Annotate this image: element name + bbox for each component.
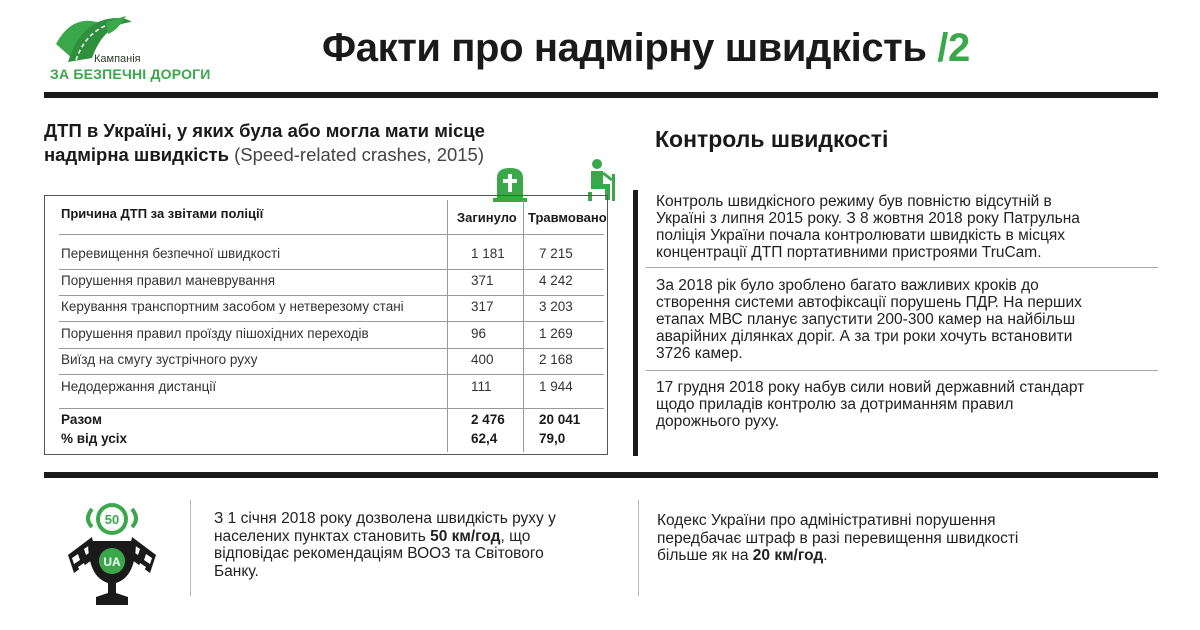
paragraph-line: поліція України почала контролювати швидкість в місцях	[656, 227, 1065, 244]
row-cause: Недодержання дистанції	[61, 379, 217, 394]
heading-line-1: ДТП в Україні, у яких була або могла мати місце	[44, 120, 485, 141]
total-killed: 2 476	[471, 412, 505, 427]
section-accent-bar	[633, 190, 638, 456]
row-injured: 4 242	[539, 273, 573, 288]
paragraph-divider	[646, 267, 1158, 268]
speed-control-heading: Контроль швидкості	[655, 126, 889, 152]
fine-code-text	[657, 512, 1018, 565]
row-killed: 317	[471, 299, 494, 314]
text-line: Кодекс України про адміністративні порушення	[657, 512, 996, 529]
row-killed: 96	[471, 326, 487, 341]
row-injured: 2 168	[539, 352, 573, 367]
percent-injured: 79,0	[539, 431, 566, 446]
text-line	[214, 528, 556, 546]
paragraph-standard	[656, 379, 1146, 430]
row-cause: Порушення правил маневрування	[61, 273, 276, 288]
table-heading	[44, 119, 564, 167]
column-divider	[447, 200, 448, 452]
row-injured: 1 944	[539, 379, 573, 394]
text-line: передбачає штраф в разі перевищення швидкості	[657, 529, 1019, 547]
title-text: Факти про надмірну швидкість	[322, 26, 927, 70]
paragraph-line: 17 грудня 2018 року набув сили новий державний стандарт	[656, 379, 1085, 396]
text-line	[657, 547, 1018, 565]
text-line: відповідає рекомендаціям ВООЗ та Світового	[214, 545, 544, 562]
badge-number: 50	[104, 512, 120, 527]
heading-source: (Speed-related crashes, 2015)	[234, 144, 485, 165]
row-cause: Перевищення безпечної швидкості	[61, 246, 281, 261]
text-span: , що	[500, 527, 531, 545]
speed-value: 20 км/год	[752, 547, 824, 564]
logo-subtitle: Кампанія	[94, 53, 141, 65]
total-injured: 20 041	[539, 412, 581, 427]
percent-label: % від усіх	[61, 431, 128, 446]
row-killed: 111	[471, 379, 492, 394]
bottom-divider-middle	[638, 500, 639, 596]
speed-limit-text	[214, 510, 556, 580]
row-killed: 400	[471, 352, 494, 367]
trophy-icon	[62, 497, 162, 615]
logo-name: ЗА БЕЗПЕЧНІ ДОРОГИ	[50, 66, 211, 82]
paragraph-line: 3726 камер.	[656, 345, 743, 362]
bottom-divider	[44, 472, 1158, 478]
paragraph-line: дорожнього руху.	[656, 413, 780, 430]
paragraph-line: Контроль швидкісного режиму був повністю відсутній в	[656, 193, 1052, 210]
row-injured: 7 215	[539, 246, 573, 261]
percent-killed: 62,4	[471, 431, 498, 446]
row-divider	[59, 408, 604, 409]
header-cause: Причина ДТП за звітами поліції	[61, 206, 264, 221]
text-span: населених пунктах становить	[214, 527, 431, 545]
paragraph-line: етапах МВС планує запустити 200-300 камер на найбільш	[656, 311, 1076, 328]
paragraph-speed-control	[656, 193, 1146, 261]
text-line: Банку.	[214, 562, 259, 580]
row-cause: Керування транспортним засобом у нетверезому стані	[61, 299, 404, 314]
paragraph-line: створення системи автофіксації порушень ПДР. На перших	[656, 294, 1082, 311]
heading-line-2: надмірна швидкість	[44, 144, 229, 165]
text-line: З 1 січня 2018 року дозволена швидкість руху у	[214, 510, 556, 527]
row-injured: 3 203	[539, 299, 573, 314]
header-killed: Загинуло	[457, 210, 517, 225]
paragraph-line: щодо приладів контролю за дотриманням правил	[656, 396, 1014, 413]
speed-crashes-table	[44, 195, 608, 455]
row-divider	[59, 321, 604, 322]
paragraph-line: Україні з липня 2015 року. З 8 жовтня 2018 року Патрульна	[656, 210, 1080, 227]
paragraph-line: аварійних ділянках доріг. А за три роки хочуть встановити	[656, 328, 1073, 345]
row-divider	[59, 374, 604, 375]
row-injured: 1 269	[539, 326, 573, 341]
paragraph-divider	[646, 370, 1158, 371]
row-divider	[59, 234, 604, 235]
row-divider	[59, 348, 604, 349]
row-cause: Порушення правил проїзду пішохідних переходів	[61, 326, 369, 341]
header-injured: Травмовано	[528, 210, 607, 225]
paragraph-line: За 2018 рік було зроблено багато важливих кроків до	[656, 277, 1039, 294]
total-label: Разом	[61, 412, 102, 427]
paragraph-cameras	[656, 277, 1146, 362]
badge-country: UA	[103, 555, 121, 569]
bottom-divider-left	[190, 500, 191, 596]
speed-value: 50 км/год	[430, 527, 501, 545]
text-span: .	[823, 547, 828, 564]
row-killed: 1 181	[471, 246, 505, 261]
paragraph-line: концентрації ДТП портативними пристроями TruCam.	[656, 244, 1042, 261]
page-title	[322, 26, 970, 71]
row-killed: 371	[471, 273, 494, 288]
title-accent: /2	[937, 26, 970, 70]
top-divider	[44, 92, 1158, 98]
row-divider	[59, 269, 604, 270]
column-divider	[523, 200, 524, 452]
text-span: більше як на	[657, 547, 753, 564]
row-cause: Виїзд на смугу зустрічного руху	[61, 352, 258, 367]
row-divider	[59, 295, 604, 296]
